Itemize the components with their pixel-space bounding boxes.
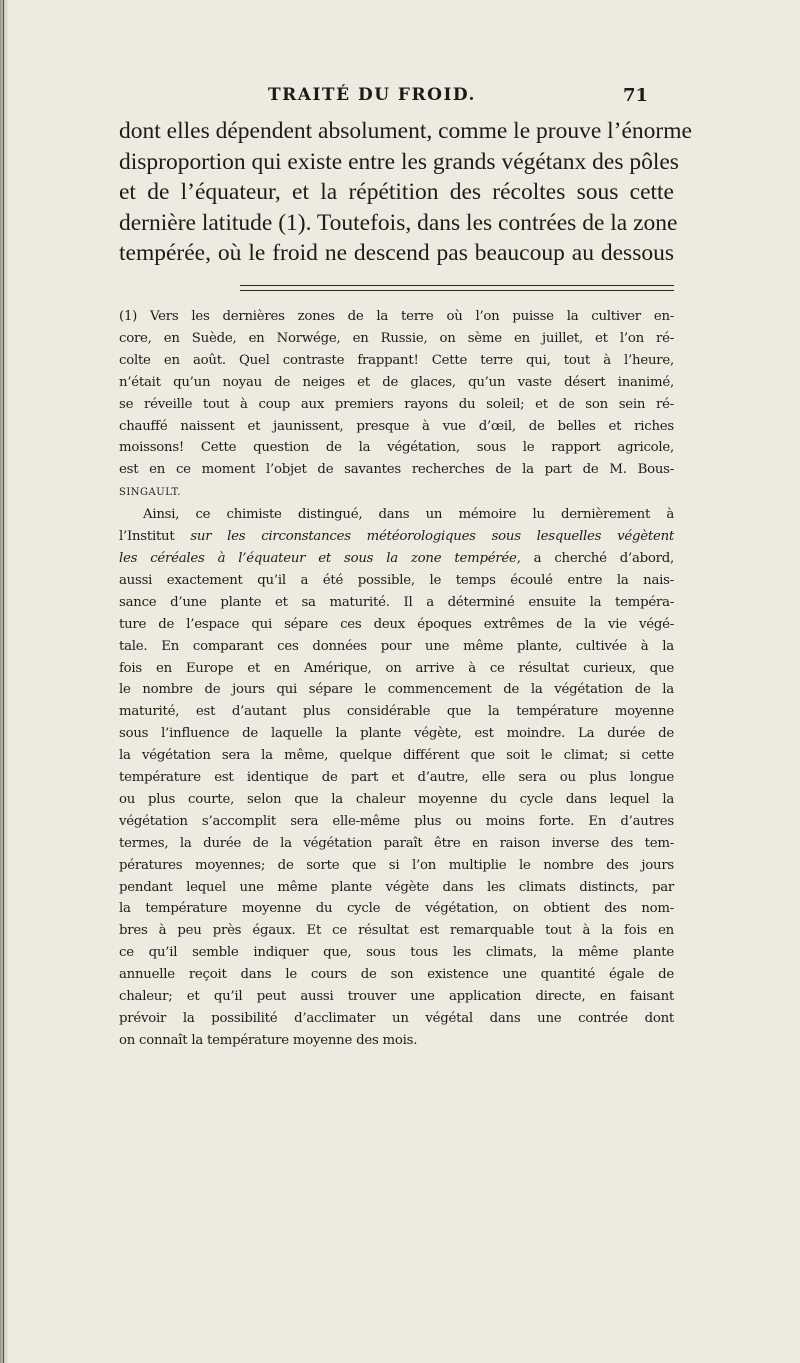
memoir-title-italic: les céréales à l’équateur et sous la zone tempérée [119,550,517,566]
main-text [119,116,692,269]
footnote-line: termes, la durée de la végétation paraît être en raison inverse des tem- [119,835,674,851]
footnote-line: maturité, est d’autant plus considérable que la température moyenne [119,704,674,720]
footnote [119,306,674,1052]
footnote-line: ce qu’il semble indiquer que, sous tous les climats, la même plante [119,945,674,961]
main-text-line: et de l’équateur, et la répétition des récoltes sous cette [119,179,674,205]
footnote-line [119,481,674,504]
footnote-line: se réveille tout à coup aux premiers rayons du soleil; et de son sein ré- [119,396,674,412]
footnote-line: est en ce moment l’objet de savantes recherches de la part de M. Bous- [119,462,674,478]
footnote-line: sous l’influence de laquelle la plante végète, est moindre. La durée de [119,726,674,742]
footnote-line: température est identique de part et d’autre, elle sera ou plus longue [119,770,674,786]
footnote-text: Ainsi, ce chimiste distingué, dans un mémoire lu dernièrement à [143,507,674,523]
footnote-separator-rule [240,285,674,291]
footnote-line: (1) Vers les dernières zones de la terre où l’on puisse la cultiver en- [119,309,674,324]
footnote-line [119,526,674,548]
footnote-line: core, en Suède, en Norwége, en Russie, on sème en juillet, et l’on ré- [119,330,674,346]
footnote-line: végétation s’accomplit sera elle-même plus ou moins forte. En d’autres [119,813,674,829]
footnote-line: pératures moyennes; de sorte que si l’on multiplie le nombre des jours [119,857,674,873]
footnote-line: on connaît la température moyenne des mois. [119,1032,418,1048]
footnote-line [119,548,674,570]
running-title: TRAITÉ DU FROID. [268,85,476,105]
footnote-line: aussi exactement qu’il a été possible, le temps écoulé entre la nais- [119,572,674,588]
footnote-line: n’était qu’un noyau de neiges et de glaces, qu’un vaste désert inanimé, [119,374,674,390]
footnote-line: colte en août. Quel contraste frappant! Cette terre qui, tout à l’heure, [119,352,674,368]
main-text-line: disproportion qui existe entre les grands végétanx des pôles [119,148,679,175]
footnote-line: tale. En comparant ces données pour une même plante, cultivée à la [119,638,674,654]
footnote-line: prévoir la possibilité d’acclimater un végétal dans une contrée dont [119,1011,674,1026]
main-text-line: tempérée, où le froid ne descend pas beaucoup au dessous [119,240,674,266]
footnote-line: chauffé naissent et jaunissent, presque à vue d’œil, de belles et riches [119,418,674,434]
footnote-line: chaleur; et qu’il peut aussi trouver une application directe, en faisant [119,989,674,1005]
footnote-text: , a cherché d’abord, [516,550,675,566]
footnote-line: la température moyenne du cycle de végétation, on obtient des nom- [119,901,674,917]
main-text-line: dont elles dépendent absolument, comme le prouve l’énorme [119,118,692,144]
footnote-line: sance d’une plante et sa maturité. Il a déterminé ensuite la tempéra- [119,594,674,610]
page-number: 71 [622,85,648,106]
footnote-line: fois en Europe et en Amérique, on arrive à ce résultat curieux, que [119,660,674,676]
footnote-line [119,504,674,526]
footnote-text: l’Institut [119,529,191,545]
footnote-line: ture de l’espace qui sépare ces deux époques extrêmes de la vie végé- [119,616,674,632]
footnote-line: la végétation sera la même, quelque différent que soit le climat; si cette [119,748,674,764]
footnote-line: le nombre de jours qui sépare le commencement de la végétation de la [119,682,674,698]
footnote-line: annuelle reçoit dans le cours de son existence une quantité égale de [119,967,674,983]
footnote-line: ou plus courte, selon que la chaleur moyenne du cycle dans lequel la [119,791,674,807]
footnote-line: moissons! Cette question de la végétation, sous le rapport agricole, [119,440,674,456]
footnote-line: bres à peu près égaux. Et ce résultat est remarquable tout à la fois en [119,923,674,939]
running-head [268,85,648,111]
main-text-line: dernière latitude (1). Toutefois, dans les contrées de la zone [119,209,678,236]
memoir-title-italic: sur les circonstances météorologiques sous lesquelles végètent [190,529,674,545]
footnote-line: pendant lequel une même plante végète dans les climats distincts, par [119,879,674,895]
author-name-tail: SINGAULT. [119,487,181,499]
